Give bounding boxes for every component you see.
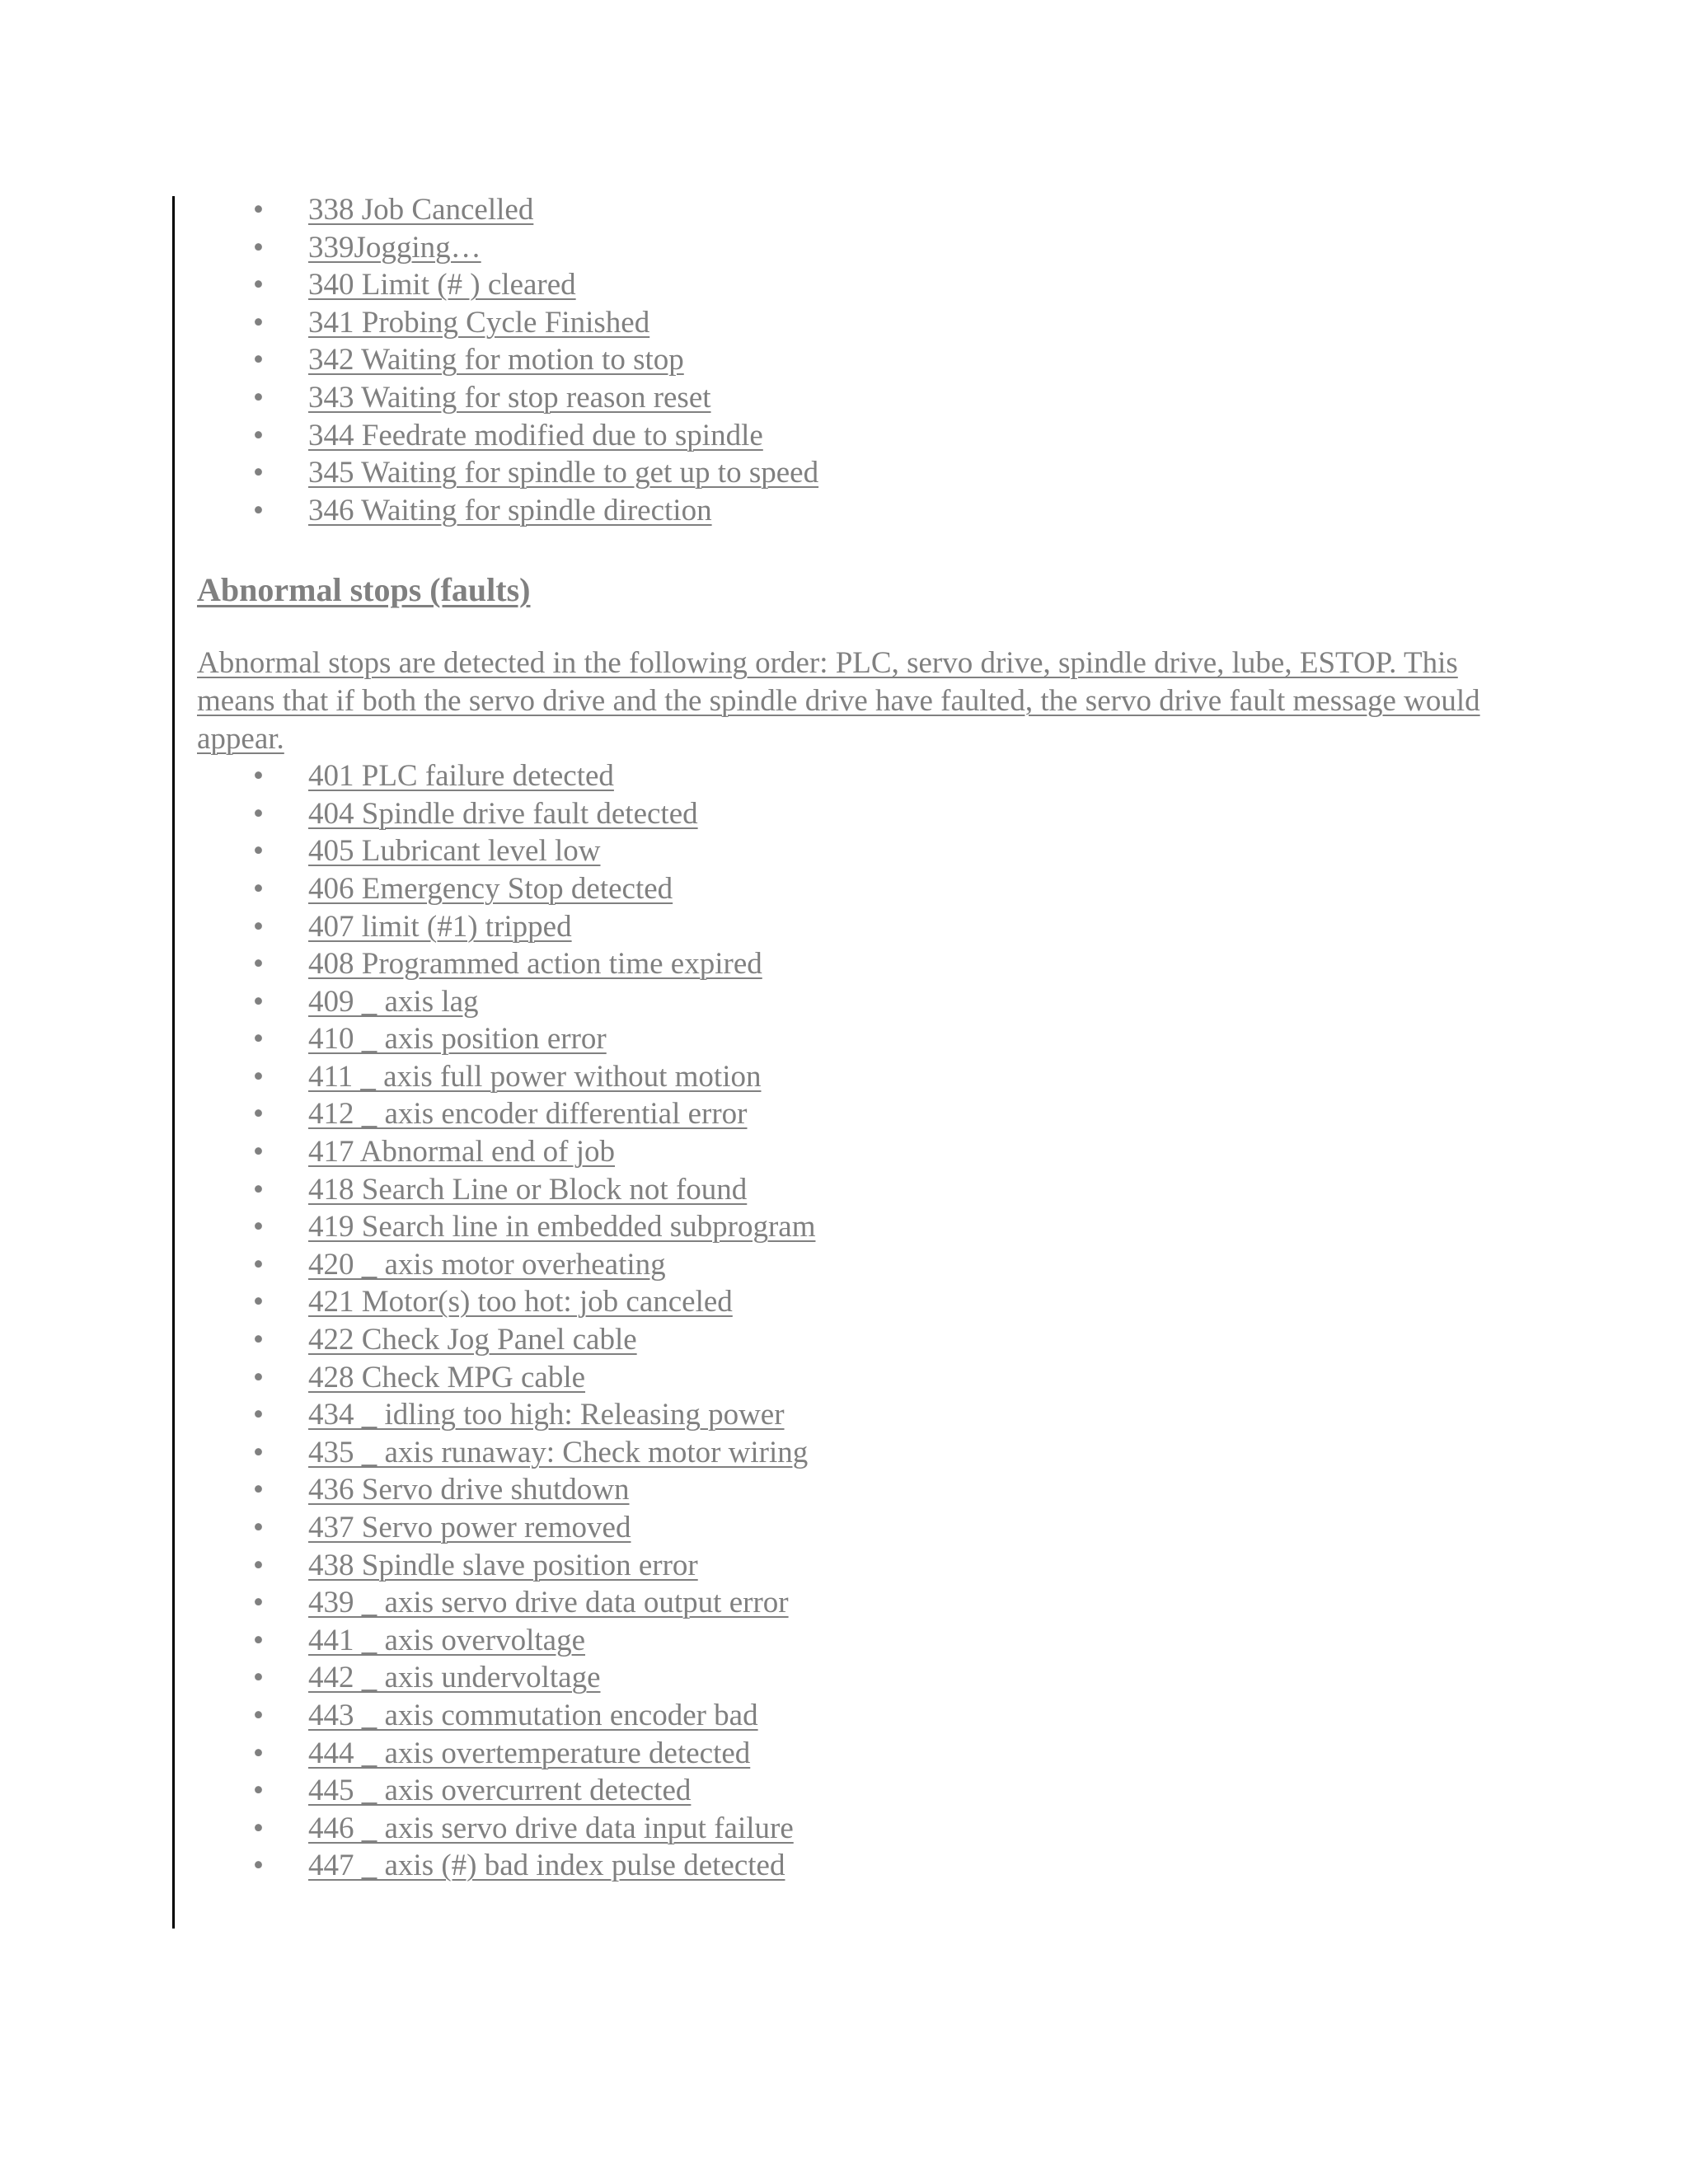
fault-message-list bbox=[197, 757, 1483, 1885]
list-item[interactable] bbox=[197, 1095, 1483, 1133]
list-item[interactable] bbox=[197, 945, 1483, 983]
list-item[interactable] bbox=[197, 1133, 1483, 1171]
bullet-icon: • bbox=[253, 1661, 264, 1695]
list-item-text: 418 Search Line or Block not found bbox=[308, 1172, 748, 1207]
list-item[interactable] bbox=[197, 757, 1483, 795]
list-item[interactable] bbox=[197, 1772, 1483, 1810]
bullet-icon: • bbox=[253, 1135, 264, 1169]
list-item-text: 405 Lubricant level low bbox=[308, 834, 601, 869]
list-item-link[interactable] bbox=[246, 1810, 794, 1848]
bullet-icon: • bbox=[253, 1172, 264, 1207]
list-item[interactable] bbox=[197, 983, 1483, 1021]
bullet-icon: • bbox=[253, 193, 264, 227]
list-item-text: 401 PLC failure detected bbox=[308, 759, 614, 794]
list-item-link[interactable] bbox=[246, 492, 712, 530]
section-heading: Abnormal stops (faults) bbox=[197, 571, 531, 609]
bullet-icon: • bbox=[253, 1247, 264, 1282]
list-item-link[interactable] bbox=[246, 1246, 666, 1284]
list-item[interactable] bbox=[197, 795, 1483, 833]
list-item[interactable] bbox=[197, 1058, 1483, 1096]
list-item[interactable] bbox=[197, 1208, 1483, 1246]
list-item-text: 343 Waiting for stop reason reset bbox=[308, 380, 711, 415]
list-item-text: 428 Check MPG cable bbox=[308, 1360, 586, 1394]
list-item[interactable] bbox=[197, 832, 1483, 870]
list-item[interactable] bbox=[197, 1321, 1483, 1359]
bullet-icon: • bbox=[253, 1548, 264, 1582]
list-item-link[interactable] bbox=[246, 1208, 815, 1246]
revision-change-bar bbox=[172, 196, 175, 1929]
bullet-icon: • bbox=[253, 1323, 264, 1357]
list-item-link[interactable] bbox=[246, 266, 576, 304]
list-item-text: 345 Waiting for spindle to get up to speed bbox=[308, 456, 819, 490]
list-item-text: 338 Job Cancelled bbox=[308, 193, 534, 227]
bullet-icon: • bbox=[253, 1623, 264, 1657]
list-item-link[interactable] bbox=[246, 1659, 601, 1697]
bullet-icon: • bbox=[253, 1360, 264, 1394]
list-item[interactable] bbox=[197, 1735, 1483, 1773]
list-item-link[interactable] bbox=[246, 1697, 758, 1735]
list-item[interactable] bbox=[197, 1697, 1483, 1735]
bullet-icon: • bbox=[253, 343, 264, 377]
bullet-icon: • bbox=[253, 909, 264, 944]
list-item-text: 339Jogging… bbox=[308, 230, 481, 265]
list-item-text: 445 _ axis overcurrent detected bbox=[308, 1774, 692, 1808]
list-item[interactable] bbox=[197, 1509, 1483, 1547]
list-item-text: 446 _ axis servo drive data input failure bbox=[308, 1811, 794, 1845]
bullet-icon: • bbox=[253, 230, 264, 265]
bullet-icon: • bbox=[253, 796, 264, 831]
list-item[interactable] bbox=[197, 1471, 1483, 1509]
list-item[interactable] bbox=[197, 870, 1483, 908]
list-item[interactable] bbox=[197, 1810, 1483, 1848]
list-item-link[interactable] bbox=[246, 454, 818, 492]
list-item[interactable] bbox=[197, 191, 1483, 229]
bullet-icon: • bbox=[253, 1774, 264, 1808]
list-item-link[interactable] bbox=[246, 1547, 698, 1585]
bullet-icon: • bbox=[253, 1736, 264, 1770]
list-item-link[interactable] bbox=[246, 341, 684, 379]
list-item[interactable] bbox=[197, 1659, 1483, 1697]
list-item-link[interactable] bbox=[246, 1058, 761, 1096]
list-item[interactable] bbox=[197, 229, 1483, 267]
list-item-link[interactable] bbox=[246, 1396, 785, 1434]
bullet-icon: • bbox=[253, 871, 264, 906]
bullet-icon: • bbox=[253, 1097, 264, 1132]
list-item-text: 439 _ axis servo drive data output error bbox=[308, 1586, 789, 1620]
list-item[interactable] bbox=[197, 304, 1483, 342]
list-item-link[interactable] bbox=[246, 1509, 631, 1547]
bullet-icon: • bbox=[253, 947, 264, 982]
list-item-text: 435 _ axis runaway: Check motor wiring bbox=[308, 1435, 809, 1469]
list-item-text: 411 _ axis full power without motion bbox=[308, 1059, 762, 1094]
list-item[interactable] bbox=[197, 1622, 1483, 1660]
list-item-link[interactable] bbox=[246, 191, 533, 229]
list-item-link[interactable] bbox=[246, 1847, 785, 1885]
list-item[interactable] bbox=[197, 1584, 1483, 1622]
list-item-text: 406 Emergency Stop detected bbox=[308, 871, 673, 906]
bullet-icon: • bbox=[253, 1398, 264, 1432]
list-item-text: 409 _ axis lag bbox=[308, 984, 479, 1019]
list-item[interactable] bbox=[197, 908, 1483, 946]
list-item-link[interactable] bbox=[246, 1283, 733, 1321]
list-item-text: 341 Probing Cycle Finished bbox=[308, 305, 650, 340]
list-item-text: 340 Limit (# ) cleared bbox=[308, 268, 576, 302]
list-item-text: 342 Waiting for motion to stop bbox=[308, 343, 684, 377]
list-item-link[interactable] bbox=[246, 1622, 585, 1660]
bullet-icon: • bbox=[253, 1210, 264, 1244]
list-item-text: 437 Servo power removed bbox=[308, 1511, 631, 1544]
list-item-link[interactable] bbox=[246, 1095, 748, 1133]
list-item-link[interactable] bbox=[246, 870, 673, 908]
list-item-link[interactable] bbox=[246, 304, 649, 342]
list-item-link[interactable] bbox=[246, 1020, 607, 1058]
bullet-icon: • bbox=[253, 1435, 264, 1469]
list-item[interactable] bbox=[197, 1020, 1483, 1058]
list-item-link[interactable] bbox=[246, 1133, 615, 1171]
list-item[interactable] bbox=[197, 417, 1483, 455]
list-item-link[interactable] bbox=[246, 795, 698, 833]
list-item[interactable] bbox=[197, 1359, 1483, 1397]
list-item-text: 447 _ axis (#) bad index pulse detected bbox=[308, 1849, 785, 1883]
section-paragraph: Abnormal stops are detected in the following order: PLC, servo drive, spindle drive, lube, ESTOP. This means that if both the servo drive and the spindle drive have faulted, the servo drive fault message would appear. bbox=[197, 646, 1480, 756]
list-item-link[interactable] bbox=[246, 908, 572, 946]
list-item-text: 438 Spindle slave position error bbox=[308, 1548, 698, 1582]
bullet-icon: • bbox=[253, 1698, 264, 1732]
bullet-icon: • bbox=[253, 380, 264, 415]
bullet-icon: • bbox=[253, 1849, 264, 1883]
list-item-link[interactable] bbox=[246, 1735, 750, 1773]
list-item-text: 442 _ axis undervoltage bbox=[308, 1661, 601, 1695]
list-item[interactable] bbox=[197, 1847, 1483, 1885]
list-item-text: 419 Search line in embedded subprogram bbox=[308, 1210, 816, 1244]
list-item[interactable] bbox=[197, 1547, 1483, 1585]
list-item-link[interactable] bbox=[246, 1471, 630, 1509]
list-item-text: 422 Check Jog Panel cable bbox=[308, 1323, 637, 1357]
bullet-icon: • bbox=[253, 1811, 264, 1845]
document-body bbox=[197, 191, 1483, 1885]
list-item-text: 441 _ axis overvoltage bbox=[308, 1623, 585, 1657]
bullet-icon: • bbox=[253, 759, 264, 794]
bullet-icon: • bbox=[253, 418, 264, 452]
list-item-text: 420 _ axis motor overheating bbox=[308, 1247, 666, 1282]
list-item-link[interactable] bbox=[246, 983, 479, 1021]
status-message-list bbox=[197, 191, 1483, 529]
list-item[interactable] bbox=[197, 1171, 1483, 1209]
list-item-text: 443 _ axis commutation encoder bad bbox=[308, 1698, 758, 1732]
list-item-link[interactable] bbox=[246, 832, 600, 870]
bullet-icon: • bbox=[253, 984, 264, 1019]
list-item-link[interactable] bbox=[246, 417, 763, 455]
list-item-text: 436 Servo drive shutdown bbox=[308, 1473, 630, 1507]
list-item[interactable] bbox=[197, 454, 1483, 492]
list-item[interactable] bbox=[197, 492, 1483, 530]
list-item-text: 346 Waiting for spindle direction bbox=[308, 493, 712, 527]
bullet-icon: • bbox=[253, 1586, 264, 1620]
list-item[interactable] bbox=[197, 379, 1483, 417]
list-item-text: 344 Feedrate modified due to spindle bbox=[308, 418, 763, 452]
list-item-text: 412 _ axis encoder differential error bbox=[308, 1097, 748, 1132]
list-item-link[interactable] bbox=[246, 1171, 747, 1209]
bullet-icon: • bbox=[253, 493, 264, 527]
list-item-link[interactable] bbox=[246, 379, 711, 417]
list-item-text: 410 _ axis position error bbox=[308, 1022, 607, 1057]
bullet-icon: • bbox=[253, 1285, 264, 1319]
list-item[interactable] bbox=[197, 1283, 1483, 1321]
list-item[interactable] bbox=[197, 1396, 1483, 1434]
list-item-link[interactable] bbox=[246, 229, 481, 267]
bullet-icon: • bbox=[253, 1473, 264, 1507]
list-item-text: 444 _ axis overtemperature detected bbox=[308, 1736, 751, 1770]
list-item-link[interactable] bbox=[246, 1321, 637, 1359]
list-item-link[interactable] bbox=[246, 1772, 691, 1810]
bullet-icon: • bbox=[253, 1059, 264, 1094]
list-item-link[interactable] bbox=[246, 757, 614, 795]
list-item-link[interactable] bbox=[246, 1434, 808, 1472]
bullet-icon: • bbox=[253, 268, 264, 302]
list-item[interactable] bbox=[197, 1434, 1483, 1472]
list-item-text: 417 Abnormal end of job bbox=[308, 1135, 616, 1169]
list-item-link[interactable] bbox=[246, 1584, 789, 1622]
bullet-icon: • bbox=[253, 834, 264, 869]
bullet-icon: • bbox=[253, 1511, 264, 1544]
list-item[interactable] bbox=[197, 1246, 1483, 1284]
list-item[interactable] bbox=[197, 266, 1483, 304]
list-item[interactable] bbox=[197, 341, 1483, 379]
list-item-text: 404 Spindle drive fault detected bbox=[308, 796, 698, 831]
list-item-text: 408 Programmed action time expired bbox=[308, 947, 762, 982]
list-item-text: 407 limit (#1) tripped bbox=[308, 909, 572, 944]
bullet-icon: • bbox=[253, 305, 264, 340]
list-item-text: 434 _ idling too high: Releasing power bbox=[308, 1398, 785, 1432]
list-item-link[interactable] bbox=[246, 1359, 585, 1397]
bullet-icon: • bbox=[253, 456, 264, 490]
list-item-text: 421 Motor(s) too hot: job canceled bbox=[308, 1285, 733, 1319]
list-item-link[interactable] bbox=[246, 945, 762, 983]
bullet-icon: • bbox=[253, 1022, 264, 1057]
